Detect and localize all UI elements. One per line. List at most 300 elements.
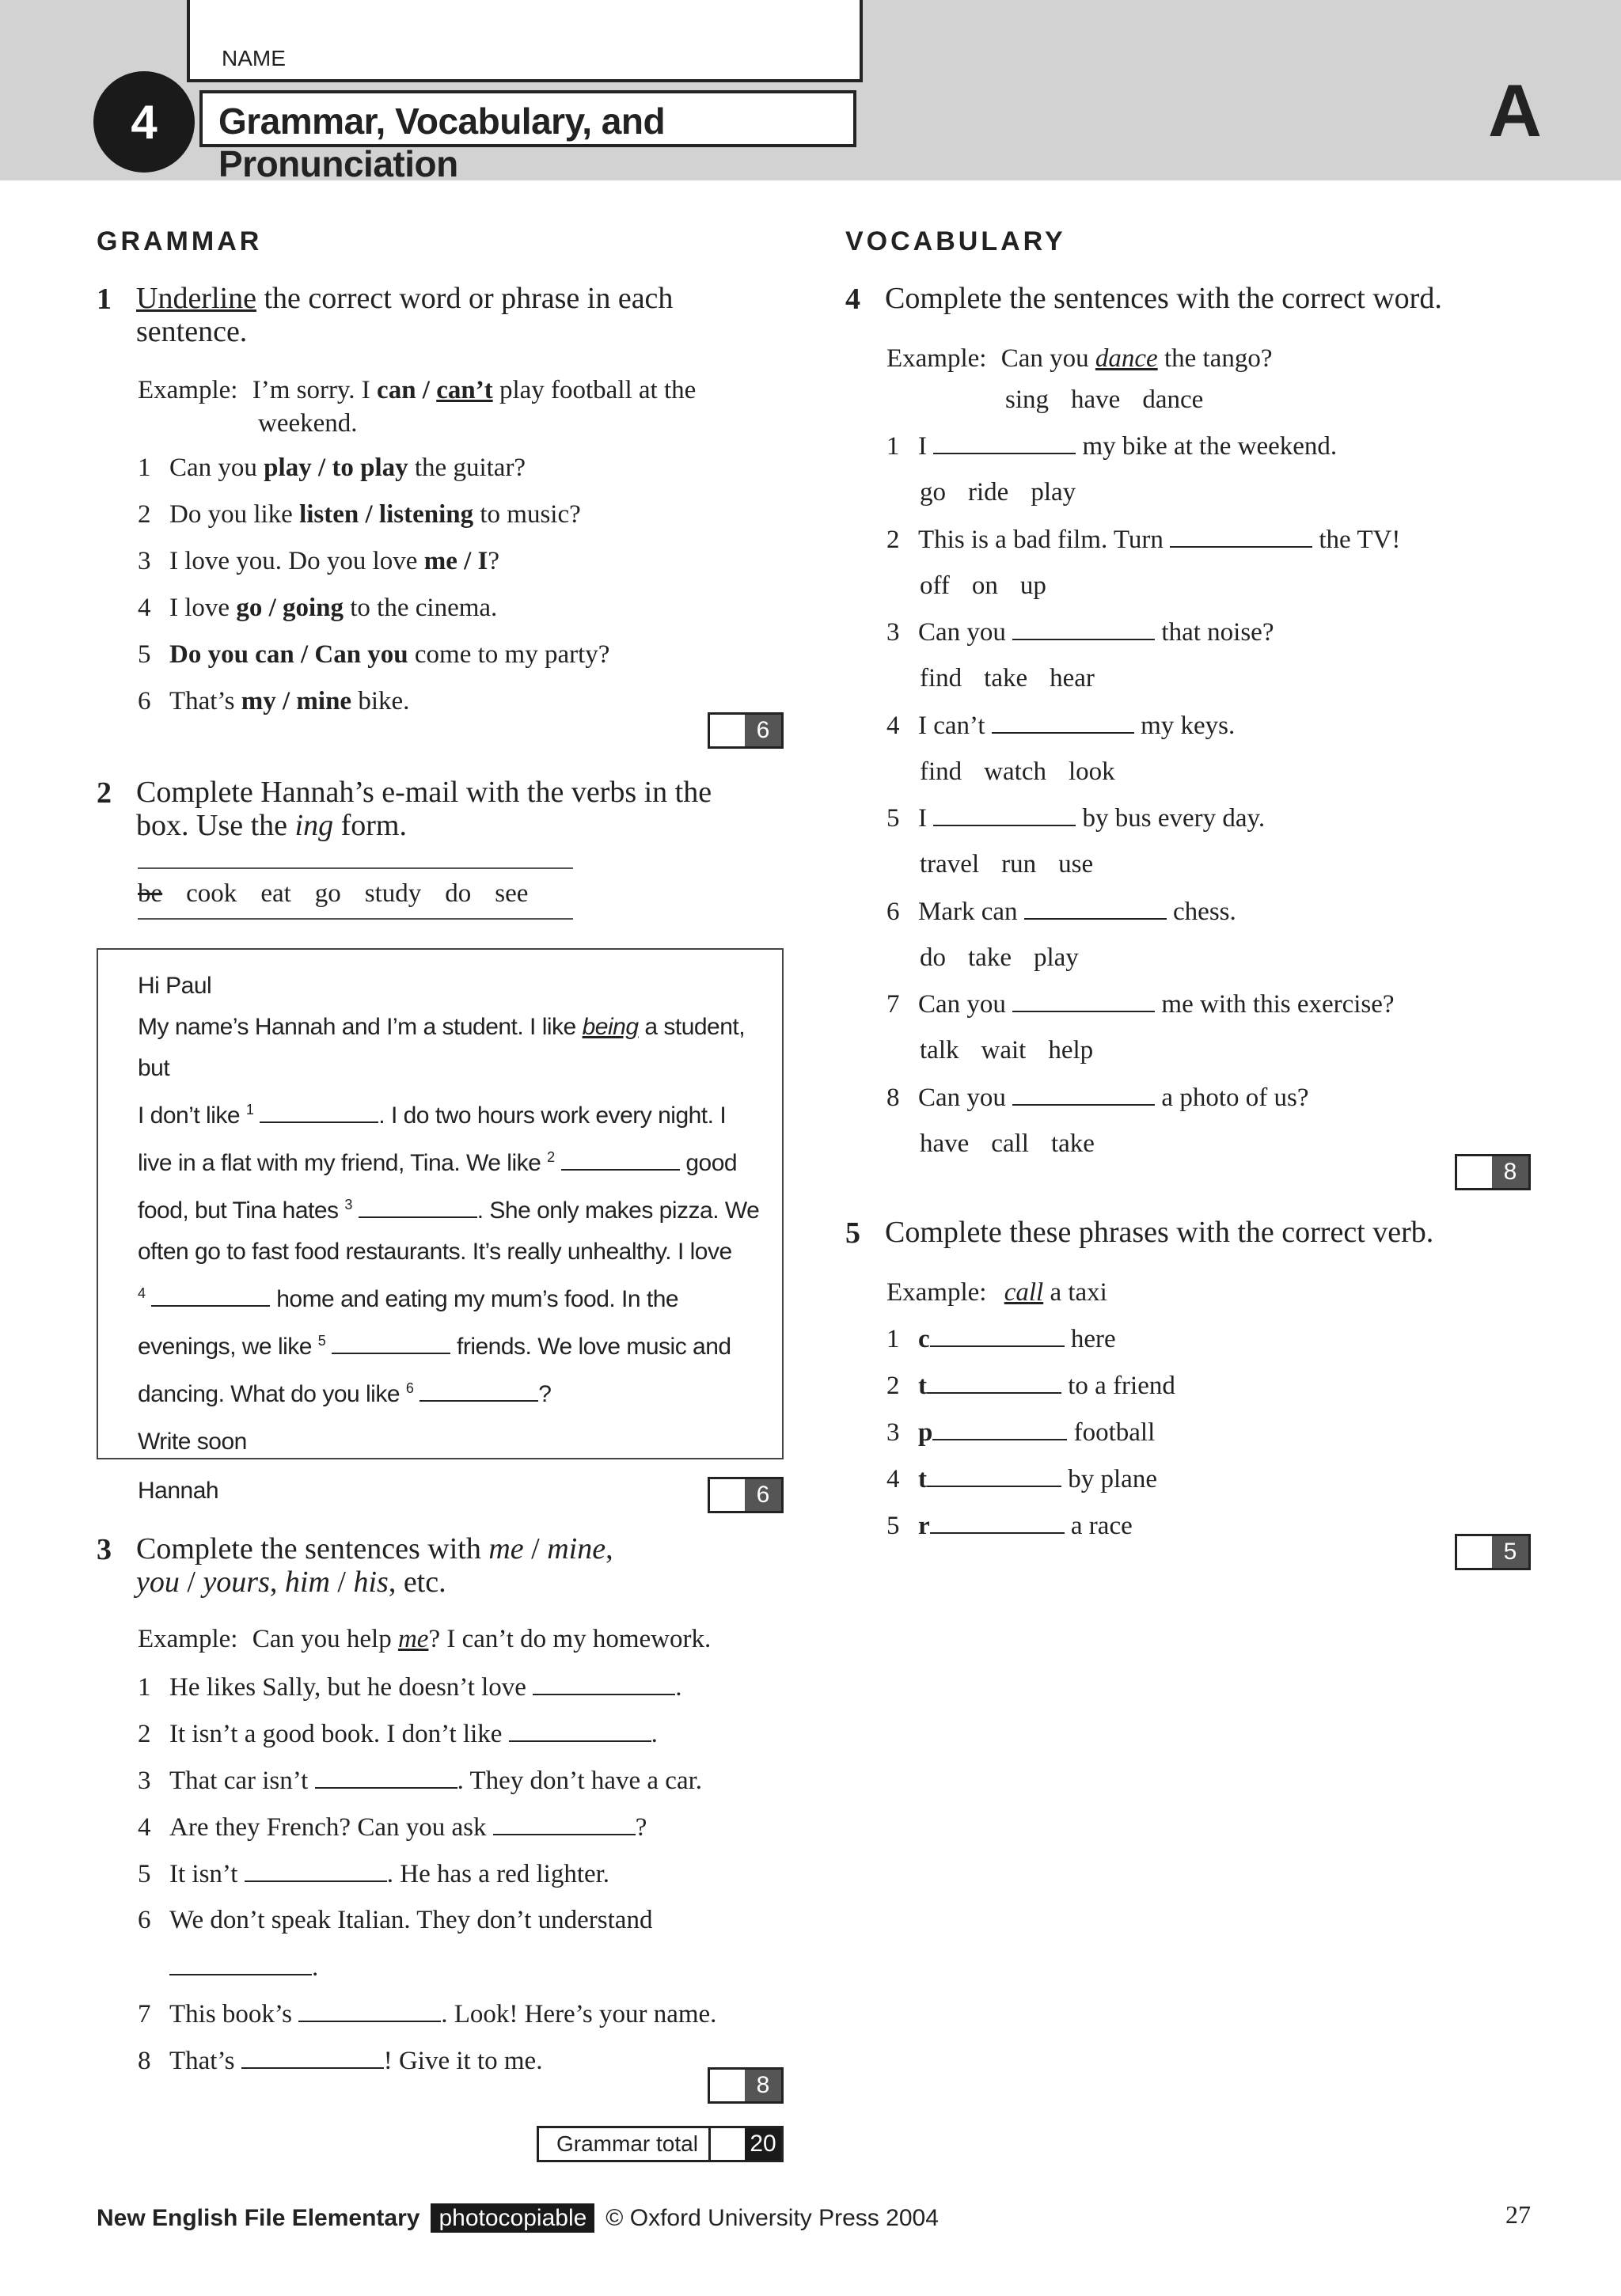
- box-word: cook: [186, 879, 237, 908]
- gap-number: 4: [138, 1285, 146, 1301]
- example-option: can: [377, 376, 416, 404]
- example-label: Example:: [886, 344, 987, 373]
- item-text: I can’t: [918, 711, 992, 740]
- example-options: [1005, 383, 1203, 416]
- example-text: the tango?: [1157, 344, 1273, 373]
- choice-separator: /: [311, 454, 332, 482]
- q3-sep: /: [179, 1565, 203, 1599]
- option-word: talk: [920, 1036, 959, 1065]
- q5-item: [886, 1462, 1157, 1495]
- option-list: [920, 569, 1046, 602]
- example-sep: /: [416, 376, 437, 404]
- q1-example: [138, 374, 787, 440]
- item-number: 7: [886, 990, 900, 1019]
- item-text: my bike at the weekend.: [1076, 432, 1338, 461]
- email-text: food, but Tina hates: [138, 1197, 345, 1224]
- q3-instruction-text: Complete the sentences with: [136, 1532, 489, 1565]
- q1-item: [138, 451, 526, 484]
- answer-blank[interactable]: [992, 708, 1134, 734]
- answer-blank[interactable]: [930, 1322, 1065, 1347]
- box-word: eat: [260, 879, 291, 908]
- example-text: play football at the: [492, 376, 697, 404]
- answer-blank[interactable]: [533, 1670, 675, 1695]
- item-number: 3: [886, 618, 900, 647]
- answer-blank[interactable]: [1012, 615, 1155, 640]
- q5-item: [886, 1368, 1175, 1402]
- answer-blank[interactable]: [509, 1717, 651, 1742]
- answer-blank[interactable]: [1024, 894, 1167, 920]
- score-box[interactable]: [708, 2067, 784, 2104]
- item-number: 4: [886, 711, 900, 740]
- gap-number: 5: [317, 1333, 326, 1349]
- gap-number: 6: [405, 1380, 414, 1396]
- question-number: 2: [97, 776, 112, 810]
- gap-number: 3: [344, 1197, 352, 1213]
- option-word: off: [920, 571, 950, 600]
- q5-item: [886, 1415, 1155, 1448]
- grammar-total-box[interactable]: [537, 2126, 784, 2162]
- item-number: 8: [886, 1083, 900, 1112]
- item-text: ?: [488, 547, 500, 575]
- page-title: Grammar, Vocabulary, and Pronunciation: [218, 101, 666, 184]
- item-text: chess.: [1166, 897, 1236, 926]
- item-number: 5: [886, 1512, 900, 1540]
- item-text: to music?: [473, 500, 581, 529]
- gap-number: 1: [245, 1102, 254, 1118]
- item-text: This is a bad film. Turn: [918, 525, 1171, 554]
- grammar-total-value: 20: [745, 2128, 781, 2160]
- email-box: [97, 948, 784, 1504]
- option-list: [920, 848, 1093, 881]
- initial-letter: p: [918, 1418, 933, 1447]
- item-text: We don’t speak Italian. They don’t understand: [169, 1906, 653, 1934]
- answer-blank[interactable]: [315, 1763, 457, 1789]
- option-word: on: [971, 571, 998, 600]
- choice-option[interactable]: Can you: [314, 640, 408, 669]
- option-word: play: [1031, 478, 1076, 507]
- name-label: NAME: [222, 46, 286, 70]
- item-number: 3: [886, 1418, 900, 1447]
- q2-instruction: [136, 776, 785, 842]
- option-list: [920, 662, 1095, 695]
- score-value: 8: [745, 2070, 781, 2101]
- q1-item: [138, 498, 581, 531]
- email-text: ?: [538, 1381, 552, 1407]
- option-list: [920, 476, 1076, 509]
- choice-separator: /: [294, 640, 315, 669]
- item-text: a race: [1064, 1512, 1133, 1540]
- item-number: 2: [138, 500, 151, 529]
- answer-blank[interactable]: [169, 1950, 312, 1975]
- box-word: study: [364, 879, 422, 908]
- option-word: take: [1050, 1129, 1095, 1158]
- choice-option[interactable]: going: [282, 594, 344, 622]
- option-word: travel: [920, 850, 980, 879]
- option-list: [920, 1127, 1095, 1160]
- answer-blank[interactable]: [493, 1810, 636, 1835]
- divider: [708, 2128, 711, 2160]
- q4-item: [886, 615, 1274, 648]
- option-word: help: [1048, 1036, 1094, 1065]
- test-version-letter: A: [1488, 69, 1542, 152]
- item-text: to the cinema.: [344, 594, 498, 622]
- answer-blank[interactable]: [1012, 1080, 1155, 1106]
- answer-blank[interactable]: [298, 1997, 441, 2022]
- q3-italic: mine: [547, 1532, 606, 1565]
- choice-option[interactable]: to play: [332, 454, 408, 482]
- option-list: [920, 755, 1115, 788]
- item-number: 7: [138, 2000, 151, 2028]
- item-text: He likes Sally, but he doesn’t love: [169, 1673, 533, 1702]
- option-word: do: [920, 943, 946, 972]
- email-blank[interactable]: [359, 1196, 477, 1218]
- q3-italic: you: [136, 1565, 180, 1599]
- email-blank[interactable]: [561, 1148, 680, 1171]
- score-value: 5: [1492, 1536, 1528, 1568]
- item-number: 3: [138, 547, 151, 575]
- unit-number-badge: 4: [93, 71, 195, 173]
- item-number: 1: [138, 454, 151, 482]
- item-text: ! Give it to me.: [383, 2047, 543, 2075]
- q1-instruction-text: the correct word or phrase in each: [256, 282, 674, 315]
- answer-blank[interactable]: [927, 1368, 1061, 1394]
- email-text: dancing. What do you like: [138, 1381, 406, 1407]
- q3-italic: me: [488, 1532, 524, 1565]
- example-text: ? I can’t do my homework.: [428, 1625, 712, 1653]
- vocabulary-heading: VOCABULARY: [845, 226, 1066, 256]
- example-text: Can you: [1000, 344, 1095, 373]
- item-number: 4: [138, 594, 151, 622]
- item-number: 6: [138, 687, 151, 715]
- item-text: the TV!: [1312, 525, 1401, 554]
- option-word: sing: [1005, 385, 1050, 414]
- email-blank[interactable]: [419, 1379, 538, 1402]
- item-text: It isn’t a good book. I don’t like: [169, 1720, 509, 1748]
- footer: [97, 2205, 939, 2232]
- score-value: 8: [1492, 1156, 1528, 1188]
- example-text: weekend.: [258, 409, 358, 438]
- photocopiable-badge: photocopiable: [431, 2203, 594, 2233]
- item-number: 1: [886, 432, 900, 461]
- email-example-answer: being: [582, 1014, 639, 1040]
- email-text: . She only makes pizza. We: [476, 1197, 760, 1224]
- option-word: take: [968, 943, 1012, 972]
- email-body: [138, 966, 763, 1512]
- option-word: wait: [981, 1036, 1027, 1065]
- item-text: Mark can: [918, 897, 1024, 926]
- option-word: find: [920, 664, 962, 693]
- example-label: Example:: [886, 1278, 987, 1307]
- item-text: bike.: [351, 687, 410, 715]
- answer-blank[interactable]: [1170, 522, 1312, 548]
- q3-item: [138, 1670, 681, 1703]
- option-word: find: [920, 757, 962, 786]
- q3-sep: /: [329, 1565, 354, 1599]
- item-text: the guitar?: [408, 454, 526, 482]
- q4-example: [886, 342, 1583, 375]
- answer-blank[interactable]: [932, 1415, 1067, 1440]
- item-text: by bus every day.: [1076, 804, 1266, 833]
- item-number: 1: [138, 1673, 151, 1702]
- word-box: [138, 867, 573, 920]
- choice-option[interactable]: play: [264, 454, 312, 482]
- email-closing: Write soon: [138, 1429, 247, 1455]
- item-text: It isn’t: [169, 1860, 245, 1888]
- example-answer: dance: [1095, 344, 1158, 373]
- name-field-box[interactable]: [187, 0, 863, 82]
- item-text: my keys.: [1133, 711, 1236, 740]
- choice-separator: /: [275, 687, 297, 715]
- q3-italic: his: [353, 1565, 389, 1599]
- item-text: I love you. Do you love: [169, 547, 424, 575]
- item-text: Can you: [918, 618, 1013, 647]
- item-text: .: [312, 1953, 319, 1982]
- option-list: [920, 941, 1079, 974]
- initial-letter: r: [918, 1512, 930, 1540]
- q1-instruction: [136, 282, 785, 348]
- question-number: 3: [97, 1533, 112, 1566]
- email-signature: Hannah: [138, 1478, 219, 1504]
- q5-example: [886, 1276, 1107, 1309]
- box-word: be: [138, 879, 163, 908]
- answer-blank[interactable]: [933, 429, 1076, 454]
- q3-example: [138, 1622, 795, 1656]
- question-number: 5: [845, 1216, 860, 1250]
- q3-item: [138, 2044, 542, 2077]
- answer-blank[interactable]: [241, 2044, 384, 2069]
- score-box[interactable]: [708, 1477, 784, 1513]
- q1-instruction-line2: sentence.: [136, 315, 248, 348]
- option-word: ride: [968, 478, 1009, 507]
- q4-instruction: Complete the sentences with the correct word.: [885, 282, 1442, 315]
- choice-separator: /: [457, 547, 478, 575]
- example-label: Example:: [138, 376, 238, 404]
- option-list: [920, 1034, 1093, 1067]
- email-text: My name’s Hannah and I’m a student. I like: [138, 1014, 583, 1040]
- q3-item: [138, 1997, 716, 2030]
- item-text: I: [918, 804, 934, 833]
- option-word: go: [920, 478, 946, 507]
- choice-option[interactable]: mine: [296, 687, 352, 715]
- q5-instruction: Complete these phrases with the correct verb.: [885, 1216, 1434, 1249]
- grammar-total-label: Grammar total: [556, 2131, 698, 2156]
- item-text: Can you: [169, 454, 264, 482]
- q3-item: [138, 1717, 658, 1750]
- item-number: 2: [886, 525, 900, 554]
- footer-copyright: © Oxford University Press 2004: [606, 2205, 939, 2231]
- email-text: a student, but: [138, 1014, 746, 1081]
- email-blank[interactable]: [260, 1101, 378, 1123]
- example-answer: call: [1004, 1278, 1044, 1307]
- item-text: That’s: [169, 687, 241, 715]
- item-text: by plane: [1061, 1465, 1157, 1493]
- item-text: Can you: [918, 1083, 1013, 1112]
- example-text: a taxi: [1043, 1278, 1107, 1307]
- score-box[interactable]: [1455, 1534, 1531, 1570]
- item-number: 1: [886, 1325, 900, 1353]
- example-answer: me: [397, 1625, 429, 1653]
- answer-blank[interactable]: [1012, 987, 1155, 1012]
- box-word: go: [314, 879, 341, 908]
- option-word: use: [1058, 850, 1094, 879]
- q3-sep: ,: [269, 1565, 285, 1599]
- email-text: often go to fast food restaurants. It’s really unhealthy. I love: [138, 1239, 732, 1265]
- q4-item: [886, 801, 1265, 834]
- item-text: I love: [169, 594, 237, 622]
- q4-item: [886, 894, 1236, 928]
- q4-item: [886, 522, 1400, 556]
- choice-option[interactable]: me: [423, 547, 457, 575]
- page-number: 27: [1505, 2200, 1531, 2229]
- item-text: . He has a red lighter.: [386, 1860, 610, 1888]
- email-text: I don’t like: [138, 1102, 246, 1129]
- underline-word: Underline: [136, 282, 256, 315]
- option-word: up: [1019, 571, 1046, 600]
- item-number: 4: [138, 1813, 151, 1842]
- email-greeting: Hi Paul: [138, 973, 212, 999]
- option-word: hear: [1050, 664, 1095, 693]
- email-blank[interactable]: [151, 1285, 270, 1307]
- question-number: 4: [845, 283, 860, 316]
- item-text: . Look! Here’s your name.: [441, 2000, 717, 2028]
- item-number: 5: [138, 640, 151, 669]
- item-text: That’s: [169, 2047, 241, 2075]
- initial-letter: t: [918, 1465, 927, 1493]
- item-number: 6: [886, 897, 900, 926]
- q1-item: [138, 591, 497, 624]
- item-number: 6: [138, 1906, 151, 1934]
- q3-item: [138, 1903, 652, 1937]
- email-blank[interactable]: [332, 1332, 450, 1354]
- q4-item: [886, 708, 1235, 742]
- title-box: [199, 90, 856, 184]
- q2-instruction-italic: ing: [294, 809, 334, 842]
- gap-number: 2: [547, 1149, 555, 1165]
- q4-item: [886, 429, 1337, 462]
- q3-instruction: [136, 1532, 785, 1599]
- item-number: 5: [886, 804, 900, 833]
- q4-item: [886, 987, 1395, 1020]
- choice-option[interactable]: listening: [378, 500, 474, 529]
- q4-item: [886, 1080, 1308, 1114]
- q3-italic: him: [284, 1565, 330, 1599]
- example-text: Can you help: [252, 1625, 398, 1653]
- item-number: 2: [138, 1720, 151, 1748]
- choice-option[interactable]: I: [477, 547, 488, 575]
- option-word: run: [1001, 850, 1037, 879]
- item-text: come to my party?: [408, 640, 610, 669]
- score-box[interactable]: [1455, 1154, 1531, 1190]
- item-text: here: [1064, 1325, 1116, 1353]
- email-text: live in a flat with my friend, Tina. We like: [138, 1150, 548, 1176]
- choice-option[interactable]: Do you can: [169, 640, 294, 669]
- option-word: have: [1071, 385, 1121, 414]
- choice-option[interactable]: go: [236, 594, 263, 622]
- answer-blank[interactable]: [930, 1509, 1065, 1534]
- item-text: me with this exercise?: [1155, 990, 1395, 1019]
- q5-item: [886, 1509, 1133, 1542]
- q3-sep: ,: [606, 1532, 613, 1565]
- item-number: 5: [138, 1860, 151, 1888]
- answer-blank[interactable]: [245, 1857, 387, 1882]
- question-number: 1: [97, 283, 112, 316]
- box-word: see: [495, 879, 529, 908]
- answer-blank[interactable]: [933, 801, 1076, 826]
- q1-item: [138, 685, 409, 718]
- item-text: .: [651, 1720, 658, 1748]
- item-text: ?: [635, 1813, 647, 1842]
- item-text: football: [1067, 1418, 1156, 1447]
- answer-blank[interactable]: [927, 1462, 1061, 1487]
- footer-book-title: New English File Elementary: [97, 2205, 420, 2231]
- q2-instruction-text: box. Use the: [136, 809, 295, 842]
- item-number: 2: [886, 1372, 900, 1400]
- initial-letter: c: [918, 1325, 930, 1353]
- example-text: I’m sorry. I: [252, 376, 378, 404]
- q3-item-continuation: [169, 1950, 318, 1983]
- grammar-heading: GRAMMAR: [97, 226, 263, 256]
- option-word: take: [984, 664, 1028, 693]
- option-word: have: [920, 1129, 970, 1158]
- q3-item: [138, 1857, 609, 1890]
- q2-instruction-line1: Complete Hannah’s e-mail with the verbs in the: [136, 776, 712, 809]
- item-text: Can you: [918, 990, 1013, 1019]
- item-text: Are they French? Can you ask: [169, 1813, 493, 1842]
- item-text: that noise?: [1155, 618, 1274, 647]
- q5-item: [886, 1322, 1116, 1355]
- item-text: This book’s: [169, 2000, 299, 2028]
- q2-instruction-text: form.: [333, 809, 407, 842]
- example-label: Example:: [138, 1625, 238, 1653]
- option-word: play: [1033, 943, 1079, 972]
- item-text: to a friend: [1061, 1372, 1175, 1400]
- choice-separator: /: [359, 500, 379, 529]
- email-text: good: [679, 1150, 738, 1176]
- choice-separator: /: [262, 594, 283, 622]
- q3-instruction-text: , etc.: [388, 1565, 446, 1599]
- initial-letter: t: [918, 1372, 927, 1400]
- option-word: look: [1068, 757, 1115, 786]
- item-number: 4: [886, 1465, 900, 1493]
- box-word: do: [445, 879, 472, 908]
- q3-sep: /: [523, 1532, 548, 1565]
- example-answer: can’t: [436, 376, 493, 404]
- email-text: evenings, we like: [138, 1334, 318, 1360]
- score-box[interactable]: [708, 712, 784, 749]
- item-number: 3: [138, 1767, 151, 1795]
- q1-item: [138, 638, 609, 671]
- q1-item: [138, 545, 499, 578]
- email-text: . I do two hours work every night. I: [378, 1102, 727, 1129]
- option-word: watch: [984, 757, 1046, 786]
- score-value: 6: [745, 1479, 781, 1511]
- option-word: call: [991, 1129, 1029, 1158]
- item-text: Do you like: [169, 500, 300, 529]
- choice-option[interactable]: listen: [299, 500, 359, 529]
- item-text: . They don’t have a car.: [457, 1767, 703, 1795]
- item-text: That car isn’t: [169, 1767, 315, 1795]
- item-text: a photo of us?: [1155, 1083, 1309, 1112]
- option-word: dance: [1142, 385, 1204, 414]
- score-value: 6: [745, 715, 781, 746]
- q3-item: [138, 1810, 647, 1843]
- email-text: friends. We love music and: [450, 1334, 731, 1360]
- item-text: I: [918, 432, 934, 461]
- email-text: home and eating my mum’s food. In the: [270, 1286, 679, 1312]
- choice-option[interactable]: my: [241, 687, 276, 715]
- q3-italic: yours: [203, 1565, 270, 1599]
- item-text: .: [675, 1673, 682, 1702]
